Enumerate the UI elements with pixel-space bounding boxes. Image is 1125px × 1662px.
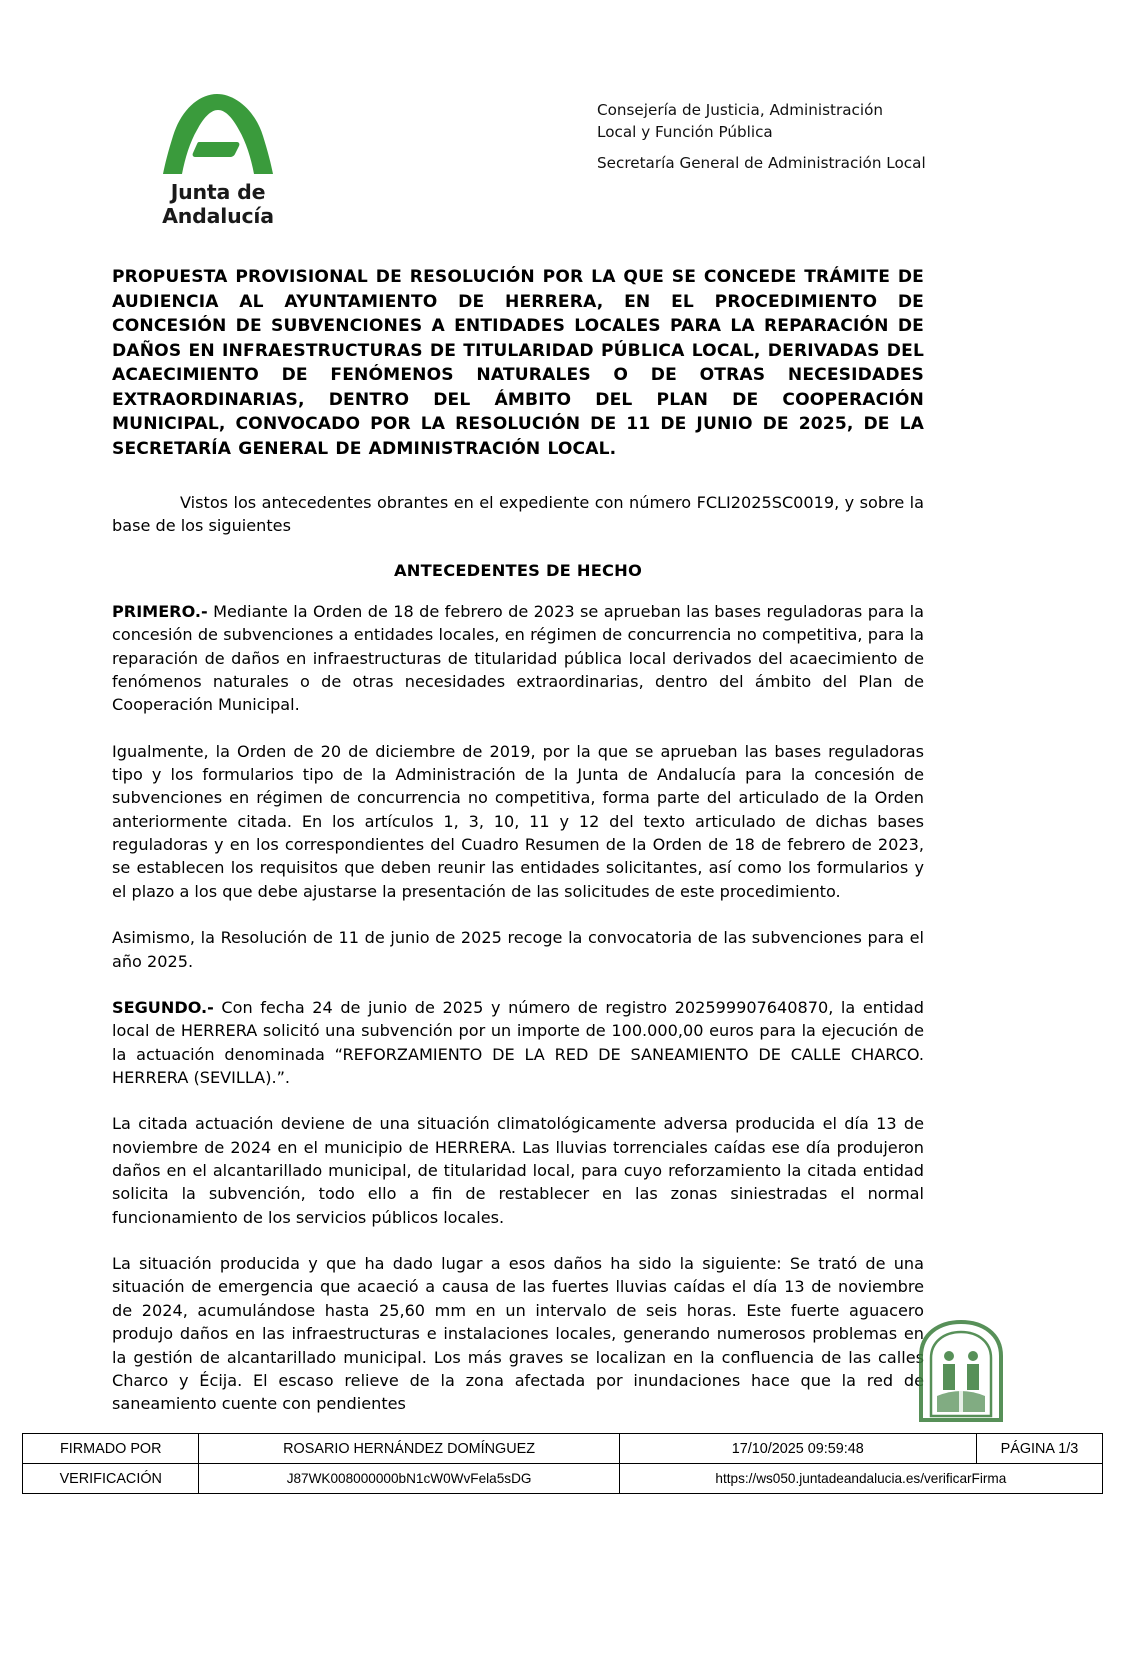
- signature-timestamp: 17/10/2025 09:59:48: [619, 1434, 976, 1464]
- document-header: [0, 92, 1125, 228]
- paragraph-actuacion: [112, 1112, 924, 1229]
- paragraph-segundo: [112, 996, 924, 1089]
- paragraph-text: Mediante la Orden de 18 de febrero de 2023 se aprueban las bases reguladoras para la concesión de subvenciones a entidades locales, en régimen de concurrencia no competitiva, para la reparación de daños en infraestructuras de titularidad pública local derivados del acaecimiento de fenómenos naturales o de otras necesidades extraordinarias, dentro del ámbito del Plan de Cooperación Municipal.: [112, 601, 924, 715]
- verification-code: J87WK008000000bN1cW0WvFela5sDG: [199, 1464, 619, 1494]
- section-heading-antecedentes: ANTECEDENTES DE HECHO: [393, 560, 643, 580]
- paragraph-text: Con fecha 24 de junio de 2025 y número de registro 202599907640870, la entidad local de HERRERA solicitó una subvención por un importe de 100.000,00 euros para la ejecución de la actuación denominada “REFORZAMIENTO DE LA RED DE SANEAMIENTO DE CALLE CHARCO. HERRERA (SEVILLA).”.: [112, 997, 924, 1087]
- document-body: [112, 265, 924, 1439]
- paragraph-lead: PRIMERO.-: [112, 601, 208, 621]
- junta-de-andalucia-logo-block: [118, 92, 318, 228]
- header-org-line-1: Consejería de Justicia, Administración Local y Función Pública: [597, 101, 884, 141]
- page-title: PROPUESTA PROVISIONAL DE RESOLUCIÓN POR LA QUE SE CONCEDE TRÁMITE DE AUDIENCIA AL AYUNTAMIENTO DE HERRERA, EN EL PROCEDIMIENTO DE CONCESIÓN DE SUBVENCIONES A ENTIDADES LOCALES PARA LA REPARACIÓN DE DAÑOS EN INFRAESTRUCTURAS DE TITULARIDAD PÚBLICA LOCAL, DERIVADAS DEL ACAECIMIENTO DE FENÓMENOS NATURALES O DE OTRAS NECESIDADES EXTRAORDINARIAS, DENTRO DEL ÁMBITO DEL PLAN DE COOPERACIÓN MUNICIPAL, CONVOCADO POR LA RESOLUCIÓN DE 11 DE JUNIO DE 2025, DE LA SECRETARÍA GENERAL DE ADMINISTRACIÓN LOCAL.: [112, 267, 924, 459]
- paragraph-text: La citada actuación deviene de una situación climatológicamente adversa producida el día 13 de noviembre de 2024 en el municipio de HERRERA. Las lluvias torrenciales caídas ese día produjeron daños en el alcantarillado municipal, de titularidad local, para cuyo reforzamiento la citada entidad solicita la subvención, todo ello a fin de restablecer en las zonas siniestradas el normal funcionamiento de los servicios públicos locales.: [112, 1114, 924, 1227]
- firmado-por-label: FIRMADO POR: [23, 1434, 199, 1464]
- paragraph-asimismo: [112, 926, 924, 973]
- paragraph-situacion: [112, 1252, 924, 1416]
- table-row: [23, 1464, 1103, 1494]
- verificacion-label: VERIFICACIÓN: [23, 1464, 199, 1494]
- paragraph-primero: [112, 600, 924, 717]
- page-number: PÁGINA 1/3: [976, 1434, 1102, 1464]
- paragraph-text: La situación producida y que ha dado lugar a esos daños ha sido la siguiente: Se trató de una situación de emergencia que acaeció a causa de las fuertes lluvias caídas el día 13 de noviembre de 2024, acumulándose hasta 25,60 mm en un intervalo de seis horas. Este fuerte aguacero produjo daños en las infraestructuras e instalaciones locales, generando numerosos problemas en la gestión de alcantarillado municipal. Los más graves se localizan en la confluencia de las calles Charco y Écija. El escaso relieve de la zona afectada por inundaciones hace que la red de saneamiento cuente con pendientes: [112, 1254, 924, 1414]
- paragraph-lead: SEGUNDO.-: [112, 997, 214, 1017]
- verification-url[interactable]: https://ws050.juntadeandalucia.es/verificarFirma: [619, 1464, 1102, 1494]
- junta-de-andalucia-logo-icon: [118, 92, 318, 178]
- paragraph-igualmente: [112, 740, 924, 904]
- header-org-line-2: Secretaría General de Administración Local: [597, 154, 926, 173]
- paragraph-text: Igualmente, la Orden de 20 de diciembre de 2019, por la que se aprueban las bases reguladoras tipo y los formularios tipo de la Administración de la Junta de Andalucía para la concesión de subvenciones en régimen de concurrencia no competitiva, forma parte del articulado de la Orden anteriormente citada. En los artículos 1, 3, 10, 11 y 12 del texto articulado de dichas bases reguladoras y en los correspondientes del Cuadro Resumen de la Orden de 18 de febrero de 2023, se establecen los requisitos que deben reunir las entidades solicitantes, así como los formularios y el plazo a los que debe ajustarse la presentación de las solicitudes de este procedimiento.: [112, 741, 924, 901]
- intro-paragraph: Vistos los antecedentes obrantes en el expediente con número FCLI2025SC0019, y sobre la base de los siguientes: [112, 493, 924, 536]
- table-row: [23, 1434, 1103, 1464]
- header-organization: [597, 100, 927, 185]
- official-seal-icon: [915, 1316, 1007, 1424]
- paragraph-text: Asimismo, la Resolución de 11 de junio de 2025 recoge la convocatoria de las subvenciones para el año 2025.: [112, 928, 924, 971]
- logo-wordmark: Junta de Andalucía: [162, 180, 274, 228]
- signer-name: ROSARIO HERNÁNDEZ DOMÍNGUEZ: [199, 1434, 619, 1464]
- signature-verification-table: [22, 1433, 1103, 1494]
